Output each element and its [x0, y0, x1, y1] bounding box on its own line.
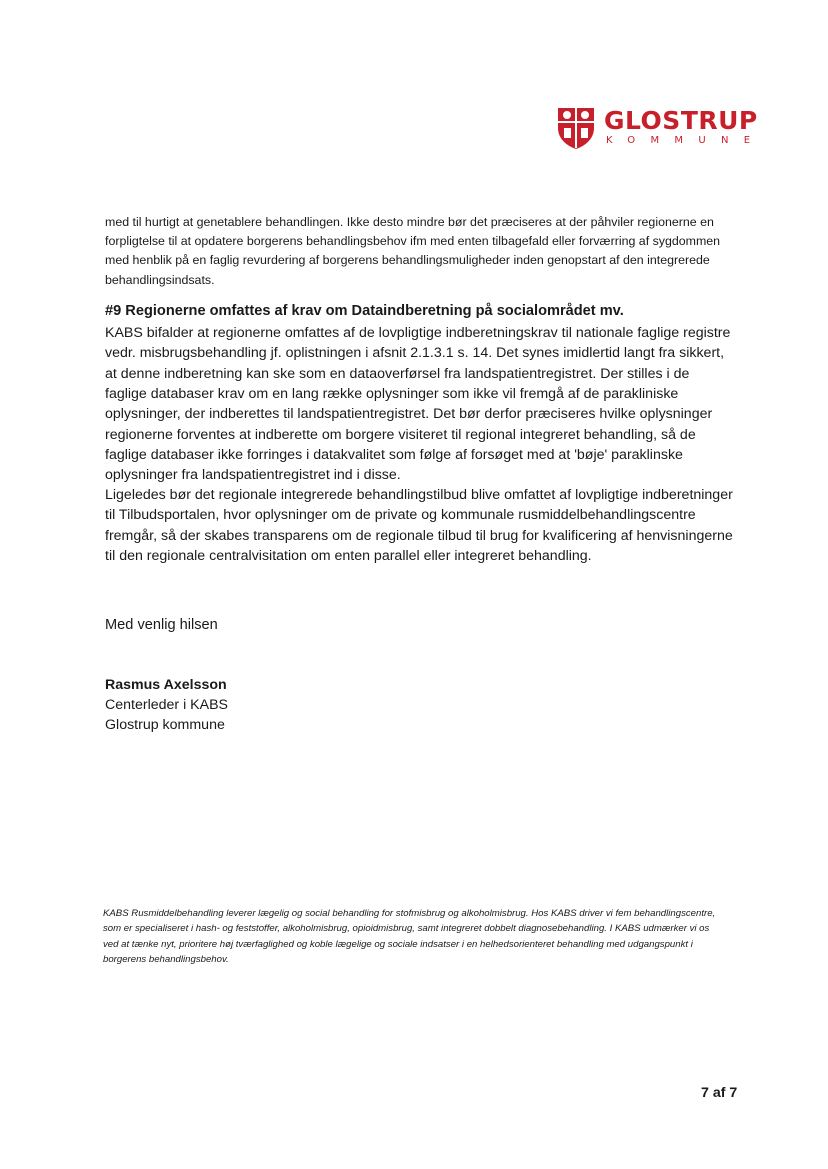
letterhead-logo [556, 106, 766, 152]
municipality-name: GLOSTRUP [604, 106, 758, 135]
section-paragraph-1: KABS bifalder at regionerne omfattes af de lovpligtige indberetningskrav til nationale faglige registre vedr. misbrugsbehandling jf. oplistningen i afsnit 2.1.3.1 s. 14. Det synes imidlertid langt fra sikkert, at denne indberetning kan ske som en dataoverførsel fra landspatientregistret. Der stilles i de faglige databaser krav om en lang række oplysninger som ikke vil fremgå af de parakliniske oplysninger, der indberettes til landspatientregistret. Det bør derfor præciseres hvilke oplysninger regionerne forventes at indberette om borgere visiteret til regional integreret behandling, så de faglige databaser ikke forringes i datakvalitet som følge af forsøget med at 'bøje' paraklinske oplysninger fra landspatientregistret ind i disse. [105, 325, 731, 484]
signature-name: Rasmus Axelsson [105, 677, 227, 693]
section-heading: #9 Regionerne omfattes af krav om Dataindberetning på socialområdet mv. [105, 303, 624, 319]
coat-of-arms-icon [556, 106, 596, 150]
signature-title: Centerleder i KABS [105, 697, 229, 713]
page-number: 7 af 7 [701, 1085, 738, 1101]
municipality-subtitle: KOMMUNE [606, 135, 766, 146]
continued-paragraph: med til hurtigt at genetablere behandlingen. Ikke desto mindre bør det præciseres at der påhviler regionerne en forpligtelse til at opdatere borgerens behandlingsbehov ifm med enten tilbagefald eller forværring af sygdommen med henblik på en faglig revurdering af borgerens behandlingsmuligheder inden genopstart af den integrerede behandlingsindsats. [105, 215, 721, 287]
closing-salutation: Med venlig hilsen [105, 617, 218, 633]
footer-note: KABS Rusmiddelbehandling leverer lægelig og social behandling for stofmisbrug og alkoholmisbrug. Hos KABS driver vi fem behandlingscentre, som er specialiseret i hash- og feststoffer, alkoholmisbrug, opioidmisbrug, samt integreret dobbelt diagnosebehandling. I KABS udmærker vi os ved at tænke nyt, prioritere høj tværfaglighed og koble lægelige og sociale indsatser i en helhedsorienteret behandling med udgangspunkt i borgerens behandlingsbehov. [103, 908, 716, 966]
signature-organization: Glostrup kommune [105, 717, 225, 733]
section-paragraph-2: Ligeledes bør det regionale integrerede behandlingstilbud blive omfattet af lovpligtige indberetninger til Tilbudsportalen, hvor oplysninger om de private og kommunale rusmiddelbehandlingscentre fremgår, så der skabes transparens om de regionale tilbud til brug for kvalificering af henvisningerne til den regionale centralvisitation om enten parallel eller integreret behandling. [105, 487, 733, 565]
